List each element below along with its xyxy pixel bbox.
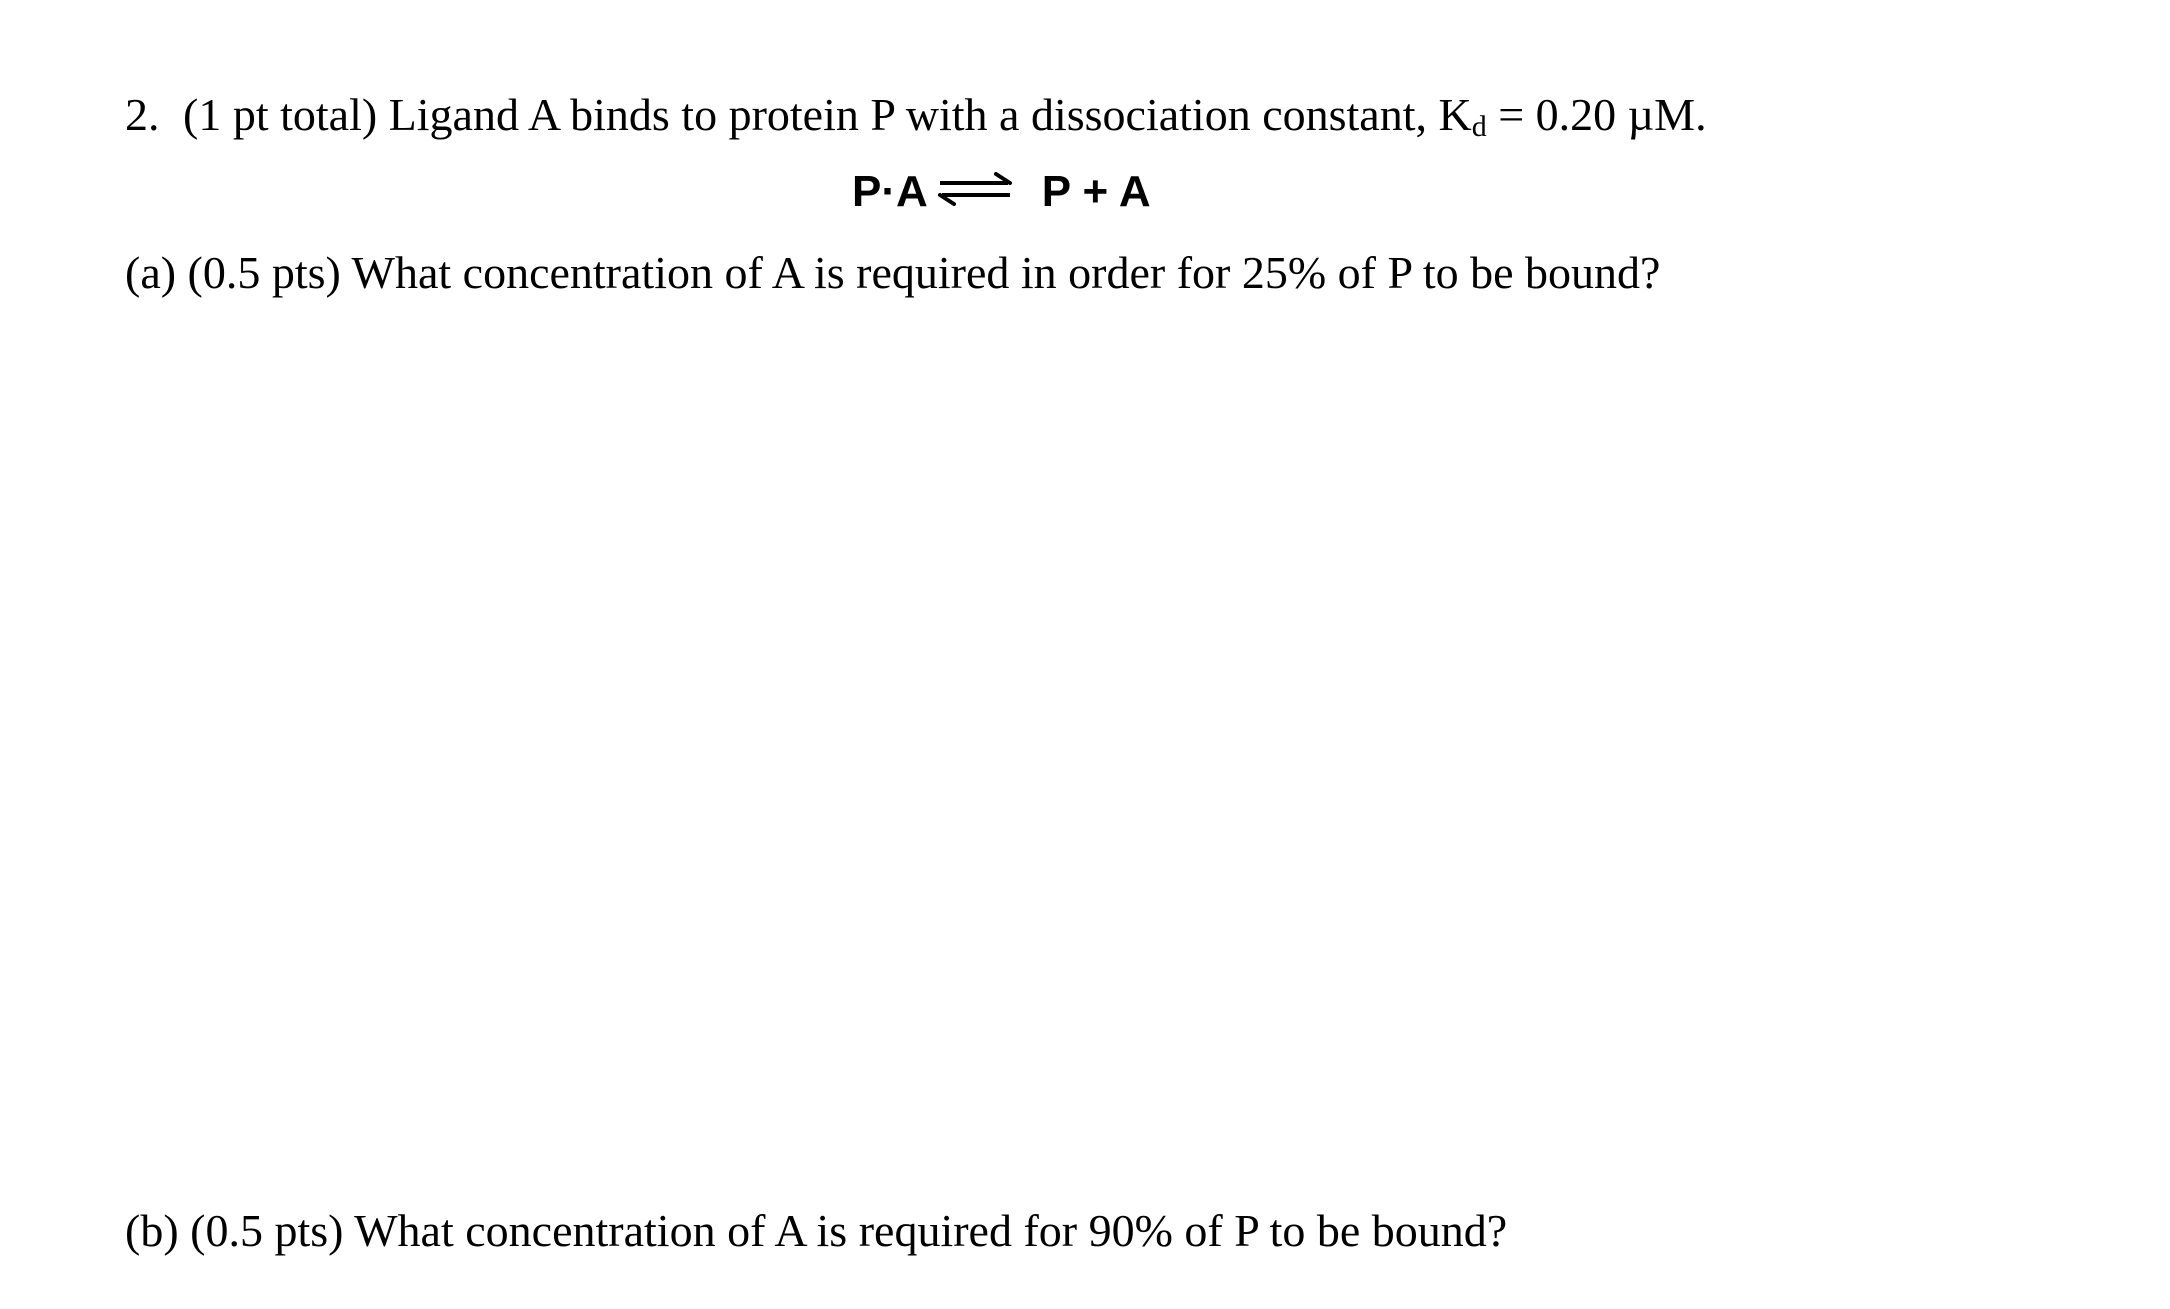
part-a-question: (a) (0.5 pts) What concentration of A is required in order for 25% of P to be bound? [125,247,1661,298]
kd-value: = 0.20 µM. [1486,89,1707,140]
question-header [125,89,1707,143]
question-intro: (1 pt total) Ligand A binds to protein P with a dissociation constant, K [183,89,1472,140]
equilibrium-equation [852,167,1151,216]
equation-products: P + A [1041,167,1151,216]
equilibrium-arrows-icon [936,170,1014,214]
kd-subscript: d [1471,110,1487,143]
question-number: 2. [125,89,160,140]
part-b-question: (b) (0.5 pts) What concentration of A is required for 90% of P to be bound? [125,1205,1508,1256]
equation-reactant: P·A [852,167,928,216]
